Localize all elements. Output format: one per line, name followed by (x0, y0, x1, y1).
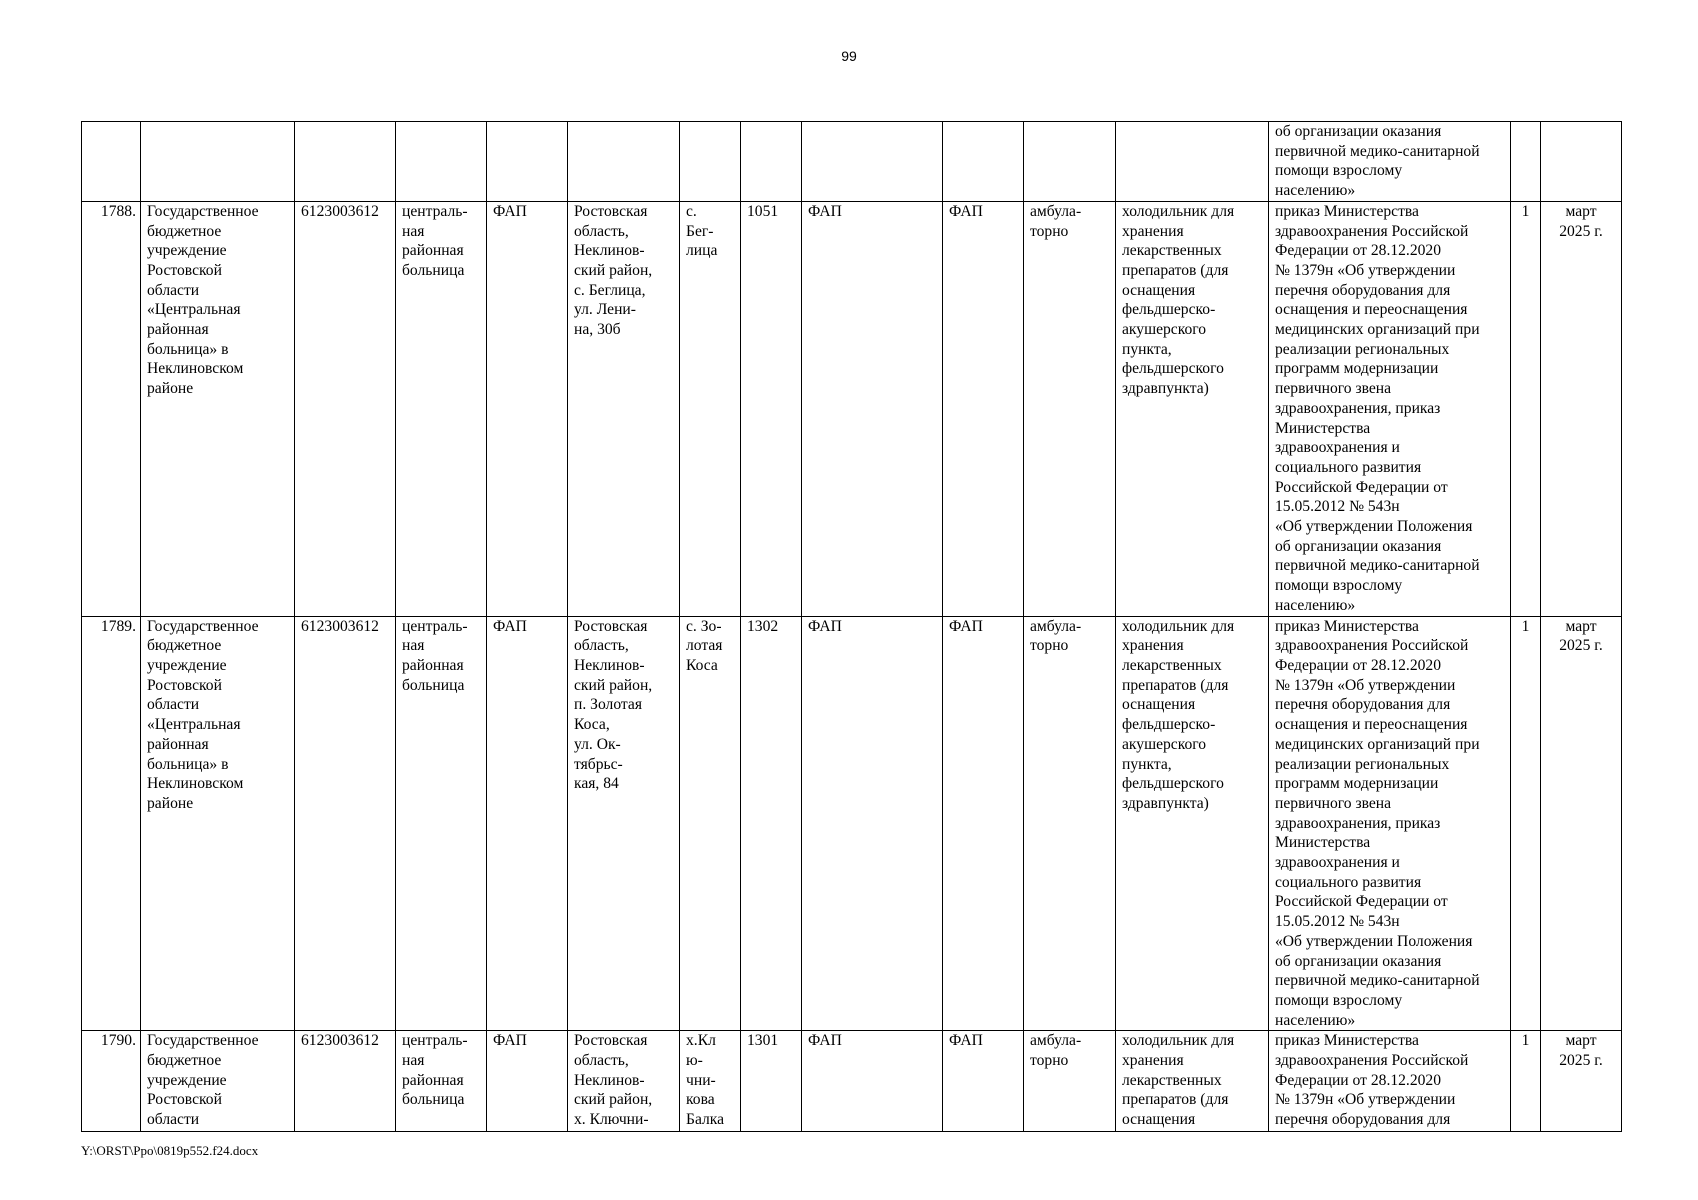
cell-settlement: с. Зо- лотая Коса (680, 616, 741, 1031)
cell-num: 1788. (82, 201, 141, 616)
cell-equipment (1116, 122, 1269, 202)
cell-unit-name: ФАП (802, 616, 943, 1031)
cell-settlement: с. Бег- лица (680, 201, 741, 616)
cell-equipment: холодильник для хранения лекарственных препаратов (для оснащения фельдшерско- акушерского пункта, фельдшерского здравпункта) (1116, 616, 1269, 1031)
cell-department (943, 122, 1024, 202)
cell-unit-type: ФАП (487, 1031, 568, 1132)
cell-regulation: об организации оказания первичной медико-санитарной помощи взрослому населению» (1269, 122, 1511, 202)
cell-address (568, 122, 680, 202)
cell-qty: 1 (1511, 201, 1541, 616)
cell-department: ФАП (943, 1031, 1024, 1132)
cell-inn: 6123003612 (295, 616, 396, 1031)
continuation-row (82, 122, 1622, 202)
cell-care-form: амбула- торно (1024, 1031, 1116, 1132)
cell-org-type (396, 122, 487, 202)
page-number: 99 (841, 48, 857, 64)
cell-unit-name (802, 122, 943, 202)
cell-code: 1302 (741, 616, 802, 1031)
cell-organization: Государственное бюджетное учреждение Ростовской области «Центральная районная больница» в Неклиновском районе (141, 201, 295, 616)
cell-num (82, 122, 141, 202)
cell-organization: Государственное бюджетное учреждение Ростовской области (141, 1031, 295, 1132)
cell-date (1541, 122, 1622, 202)
cell-department: ФАП (943, 616, 1024, 1031)
cell-qty: 1 (1511, 616, 1541, 1031)
cell-code (741, 122, 802, 202)
cell-num: 1789. (82, 616, 141, 1031)
cell-inn: 6123003612 (295, 1031, 396, 1132)
cell-regulation: приказ Министерства здравоохранения Российской Федерации от 28.12.2020 № 1379н «Об утверждении перечня оборудования для (1269, 1031, 1511, 1132)
cell-unit-name: ФАП (802, 1031, 943, 1132)
cell-address: Ростовская область, Неклинов- ский район, х. Ключни- (568, 1031, 680, 1132)
cell-regulation: приказ Министерства здравоохранения Российской Федерации от 28.12.2020 № 1379н «Об утверждении перечня оборудования для оснащения и переоснащения медицинских организаций при реализации региональных программ модернизации первичного звена здравоохранения, приказ Министерства здравоохранения и социального развития Российской Федерации от 15.05.2012 № 543н «Об утверждении Положения об организации оказания первичной медико-санитарной помощи взрослому населению» (1269, 201, 1511, 616)
cell-address: Ростовская область, Неклинов- ский район, п. Золотая Коса, ул. Ок- тябрьс- кая, 84 (568, 616, 680, 1031)
cell-unit-type: ФАП (487, 201, 568, 616)
cell-qty (1511, 122, 1541, 202)
cell-qty: 1 (1511, 1031, 1541, 1132)
table-row (82, 201, 1622, 616)
cell-unit-name: ФАП (802, 201, 943, 616)
cell-date: март 2025 г. (1541, 1031, 1622, 1132)
cell-care-form (1024, 122, 1116, 202)
table-row (82, 1031, 1622, 1132)
equipment-table (81, 121, 1622, 1132)
cell-settlement (680, 122, 741, 202)
cell-org-type: централь- ная районная больница (396, 616, 487, 1031)
footer-file-path: Y:\ORST\Ppo\0819p552.f24.docx (81, 1143, 259, 1158)
cell-org-type: централь- ная районная больница (396, 1031, 487, 1132)
cell-care-form: амбула- торно (1024, 616, 1116, 1031)
cell-equipment: холодильник для хранения лекарственных препаратов (для оснащения фельдшерско- акушерского пункта, фельдшерского здравпункта) (1116, 201, 1269, 616)
cell-org-type: централь- ная районная больница (396, 201, 487, 616)
cell-equipment: холодильник для хранения лекарственных препаратов (для оснащения (1116, 1031, 1269, 1132)
cell-organization: Государственное бюджетное учреждение Ростовской области «Центральная районная больница» в Неклиновском районе (141, 616, 295, 1031)
cell-regulation: приказ Министерства здравоохранения Российской Федерации от 28.12.2020 № 1379н «Об утверждении перечня оборудования для оснащения и переоснащения медицинских организаций при реализации региональных программ модернизации первичного звена здравоохранения, приказ Министерства здравоохранения и социального развития Российской Федерации от 15.05.2012 № 543н «Об утверждении Положения об организации оказания первичной медико-санитарной помощи взрослому населению» (1269, 616, 1511, 1031)
cell-organization (141, 122, 295, 202)
cell-date: март 2025 г. (1541, 201, 1622, 616)
table-body (82, 122, 1622, 1132)
cell-care-form: амбула- торно (1024, 201, 1116, 616)
cell-inn: 6123003612 (295, 201, 396, 616)
cell-code: 1051 (741, 201, 802, 616)
cell-code: 1301 (741, 1031, 802, 1132)
cell-num: 1790. (82, 1031, 141, 1132)
cell-unit-type: ФАП (487, 616, 568, 1031)
cell-unit-type (487, 122, 568, 202)
cell-department: ФАП (943, 201, 1024, 616)
table-row (82, 616, 1622, 1031)
cell-address: Ростовская область, Неклинов- ский район, с. Беглица, ул. Лени- на, 30б (568, 201, 680, 616)
cell-inn (295, 122, 396, 202)
cell-date: март 2025 г. (1541, 616, 1622, 1031)
cell-settlement: х.Кл ю- чни- кова Балка (680, 1031, 741, 1132)
